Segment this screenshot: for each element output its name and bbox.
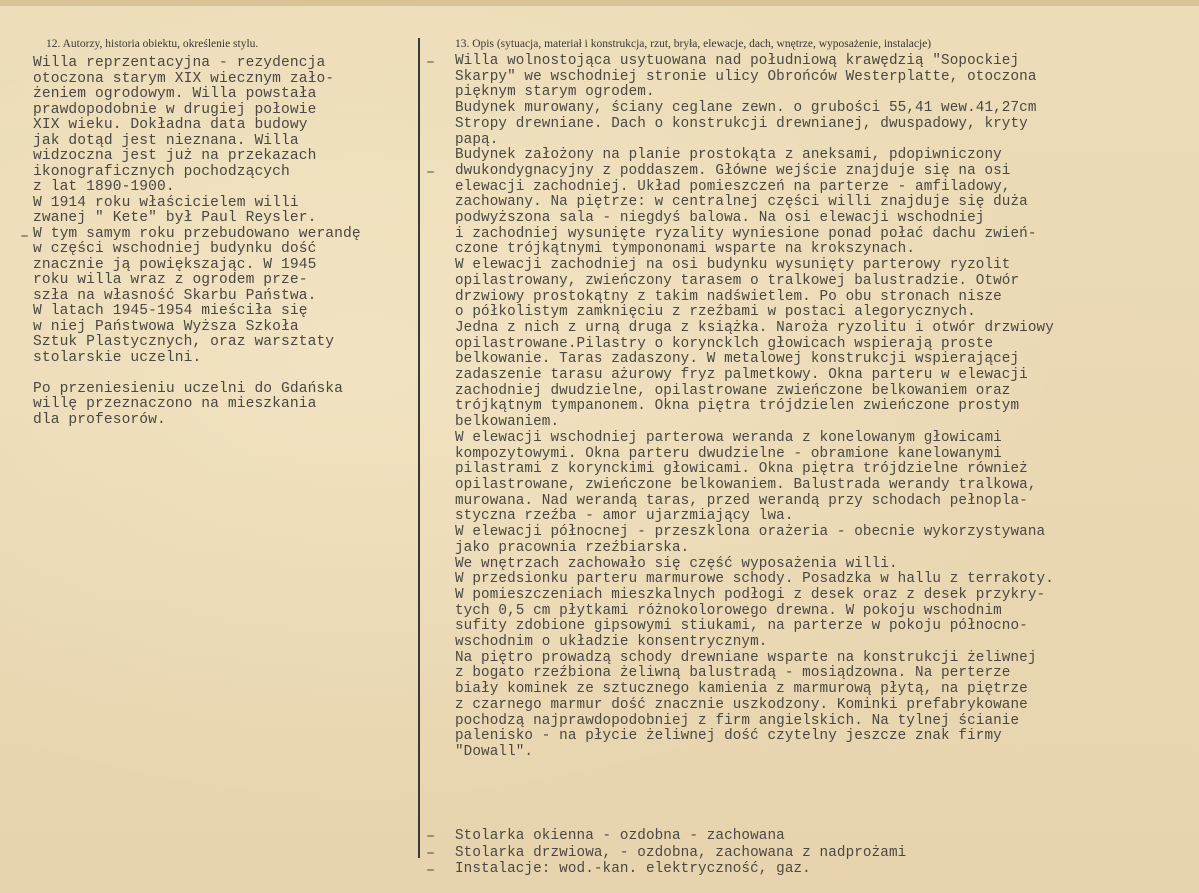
text-line: Willa reprzentacyjna - rezydencja	[33, 55, 326, 71]
text-line: zachowany. Na piętrze: w centralnej części willi znajduje się duża	[455, 194, 1028, 211]
text-line: W przedsionku parteru marmurowe schody. Posadzka w hallu z terrakoty.	[455, 571, 1054, 588]
text-line: Willa wolnostojąca usytuowana nad południową krawędzią "Sopockiej	[455, 53, 1020, 69]
text-line: znacznie ją powiększając. W 1945	[33, 256, 317, 273]
text-line: W latach 1945-1954 mieściła się	[33, 303, 308, 319]
page-edge	[0, 0, 1199, 6]
margin-dash: –	[426, 862, 436, 879]
text-line: elewacji zachodniej. Układ pomieszczeń na parterze - amfiladowy,	[455, 178, 1011, 195]
margin-dash: –	[20, 228, 30, 245]
text-line: XIX wieku. Dokładna data budowy	[33, 117, 308, 133]
text-line: W elewacji zachodniej na osi budynku wysunięty parterowy ryzolit	[455, 257, 1011, 274]
margin-dash: –	[426, 845, 436, 862]
text-line: dwukondygnacyjny z poddaszem. Główne wejście znajduje się na osi	[455, 162, 1011, 179]
text-line: dla profesorów.	[33, 411, 166, 428]
text-line: czone trójkątnymi tympononami wsparte na krokszynach.	[455, 241, 916, 258]
text-line: Skarpy" we wschodniej stronie ulicy Obrońców Westerplatte, otoczona	[455, 68, 1037, 85]
text-line: sufity zdobione gipsowymi stiukami, na parterze w pokoju północno-	[455, 618, 1028, 635]
section-12-header: 12. Autorzy, historia obiektu, określenie stylu.	[46, 38, 259, 50]
margin-dash: –	[426, 54, 436, 71]
list-item: Stolarka okienna - ozdobna - zachowana	[455, 828, 785, 844]
text-line: jak dotąd jest nieznana. Willa	[33, 132, 299, 149]
text-line: W elewacji wschodniej parterowa weranda z konelowanym głowicami	[455, 429, 1002, 446]
list-item: Stolarka drzwiowa, - ozdobna, zachowana z nadprożami	[455, 844, 907, 861]
text-line: papą.	[455, 131, 499, 148]
text-line: kompozytowymi. Okna parteru dwudzielne - obramione kanelowanymi	[455, 445, 1002, 462]
text-line: "Dowall".	[455, 743, 534, 760]
text-line: Budynek murowany, ściany ceglane zewn. o grubości 55,41 wew.41,27cm	[455, 100, 1037, 117]
text-line: murowana. Nad werandą taras, przed werandą przy schodach pełnopla-	[455, 492, 1028, 509]
text-line: willę przeznaczono na mieszkania	[33, 396, 317, 412]
text-line: pilastrami z korynckimi głowicami. Okna piętra trójdzielne również	[455, 461, 1028, 478]
text-line: pochodzą najprawdopodobniej z firm angielskich. Na tylnej ścianie	[455, 712, 1020, 729]
text-line: opilastrowany, zwieńczony tarasem o tralkowej balustradzie. Otwór	[455, 272, 1020, 289]
list-item: Instalacje: wod.-kan. elektryczność, gaz.	[455, 861, 811, 877]
text-line: zwanej " Kete" był Paul Reysler.	[33, 210, 317, 226]
text-line: roku willa wraz z ogrodem prze-	[33, 272, 308, 288]
text-line: tych 0,5 cm płytkami różnokolorowego drewna. W pokoju wschodnim	[455, 602, 1002, 619]
text-line: prawdopodobnie w drugiej połowie	[33, 101, 317, 118]
text-line: Po przeniesieniu uczelni do Gdańska	[33, 380, 344, 397]
text-line: w niej Państwowa Wyższa Szkoła	[33, 318, 299, 335]
history-text	[33, 56, 361, 428]
text-line: We wnętrzach zachowało się część wyposażenia willi.	[455, 555, 898, 572]
description-text	[455, 54, 1054, 761]
text-line: żeniem ogrodowym. Willa powstała	[33, 86, 317, 102]
text-line: podwyższona sala - niegdyś balowa. Na osi elewacji wschodniej	[455, 210, 985, 227]
text-line: drzwiowy prostokątny z takim nadświetlem. Po obu stronach nisze	[455, 288, 1002, 305]
text-line: z lat 1890-1900.	[33, 179, 175, 195]
text-line: palenisko - na płycie żeliwnej dość czytelny jeszcze znak firmy	[455, 728, 1002, 745]
text-line: Jedna z nich z urną druga z książka. Naroża ryzolitu i otwór drzwiowy	[455, 319, 1054, 336]
text-line: W pomieszczeniach mieszkalnych podłogi z desek oraz z desek przykry-	[455, 586, 1046, 603]
text-line: w części wschodniej budynku dość	[33, 241, 317, 257]
text-line: trójkątnym tympanonem. Okna piętra trójdzielen zwieńczone prostym	[455, 398, 1020, 415]
text-line: belkowanie. Taras zadaszony. W metalowej konstrukcji wspierającej	[455, 351, 1020, 368]
text-line: szła na własność Skarbu Państwa.	[33, 287, 317, 304]
text-line: z bogato rzeźbiona żeliwną balustradą - mosiądzowna. Na perterze	[455, 665, 1011, 682]
text-line: stolarskie uczelni.	[33, 349, 202, 366]
text-line: i zachodniej wysunięte ryzality wyniesione ponad połać dachu zwień-	[455, 225, 1037, 242]
text-line: Stropy drewniane. Dach o konstrukcji drewnianej, dwuspadowy, kryty	[455, 115, 1028, 132]
text-line: W 1914 roku właścicielem willi	[33, 194, 299, 211]
text-line: opilastrowane.Pilastry o koryncklch głowicach wspierają proste	[455, 335, 994, 352]
text-line: zachodniej dwudzielne, opilastrowane zwieńczone belkowaniem oraz	[455, 382, 1011, 399]
text-line: belkowaniem.	[455, 414, 560, 431]
text-line: widzoczna jest już na przekazach	[33, 148, 317, 164]
text-line: W tym samym roku przebudowano werandę	[33, 225, 361, 242]
text-line: opilastrowane, zwieńczone belkowaniem. Balustrada werandy tralkowa,	[455, 476, 1037, 493]
text-line: o półkolistym zamknięciu z rzeźbami w postaci alegorycznych.	[455, 304, 976, 321]
text-line: Na piętro prowadzą schody drewniane wsparte na konstrukcji żeliwnej	[455, 649, 1037, 666]
margin-dash: –	[426, 164, 436, 181]
text-line: biały kominek ze sztucznego kamienia z marmurową płytą, na piętrze	[455, 681, 1028, 698]
text-line: ikonograficznych pochodzących	[33, 163, 290, 180]
text-line: z czarnego marmur dość znacznie uszkodzony. Kominki prefabrykowane	[455, 696, 1028, 713]
text-line: W elewacji północnej - przeszklona orażeria - obecnie wykorzystywana	[455, 524, 1046, 541]
joinery-installations-list	[455, 828, 906, 878]
text-line: otoczona starym XIX wiecznym zało-	[33, 70, 335, 87]
section-13-header: 13. Opis (sytuacja, materiał i konstrukcja, rzut, bryła, elewacje, dach, wnętrze, wyposażenie, instalacje)	[455, 38, 932, 50]
text-line: Sztuk Plastycznych, oraz warsztaty	[33, 334, 335, 350]
text-line	[33, 366, 361, 382]
margin-dash: –	[426, 828, 436, 845]
text-line: pięknym starym ogrodem.	[455, 84, 655, 101]
column-divider	[418, 38, 420, 858]
text-line: styczna rzeźba - amor ujarzmiający lwa.	[455, 508, 794, 525]
text-line: Budynek założony na planie prostokąta z aneksami, pdopiwniczony	[455, 147, 1002, 164]
text-line: jako pracownia rzeźbiarska.	[455, 539, 690, 556]
text-line: zadaszenie tarasu ażurowy fryz palmetkowy. Okna parteru w elewacji	[455, 367, 1028, 384]
text-line: wschodnim o układzie konsentrycznym.	[455, 634, 768, 651]
